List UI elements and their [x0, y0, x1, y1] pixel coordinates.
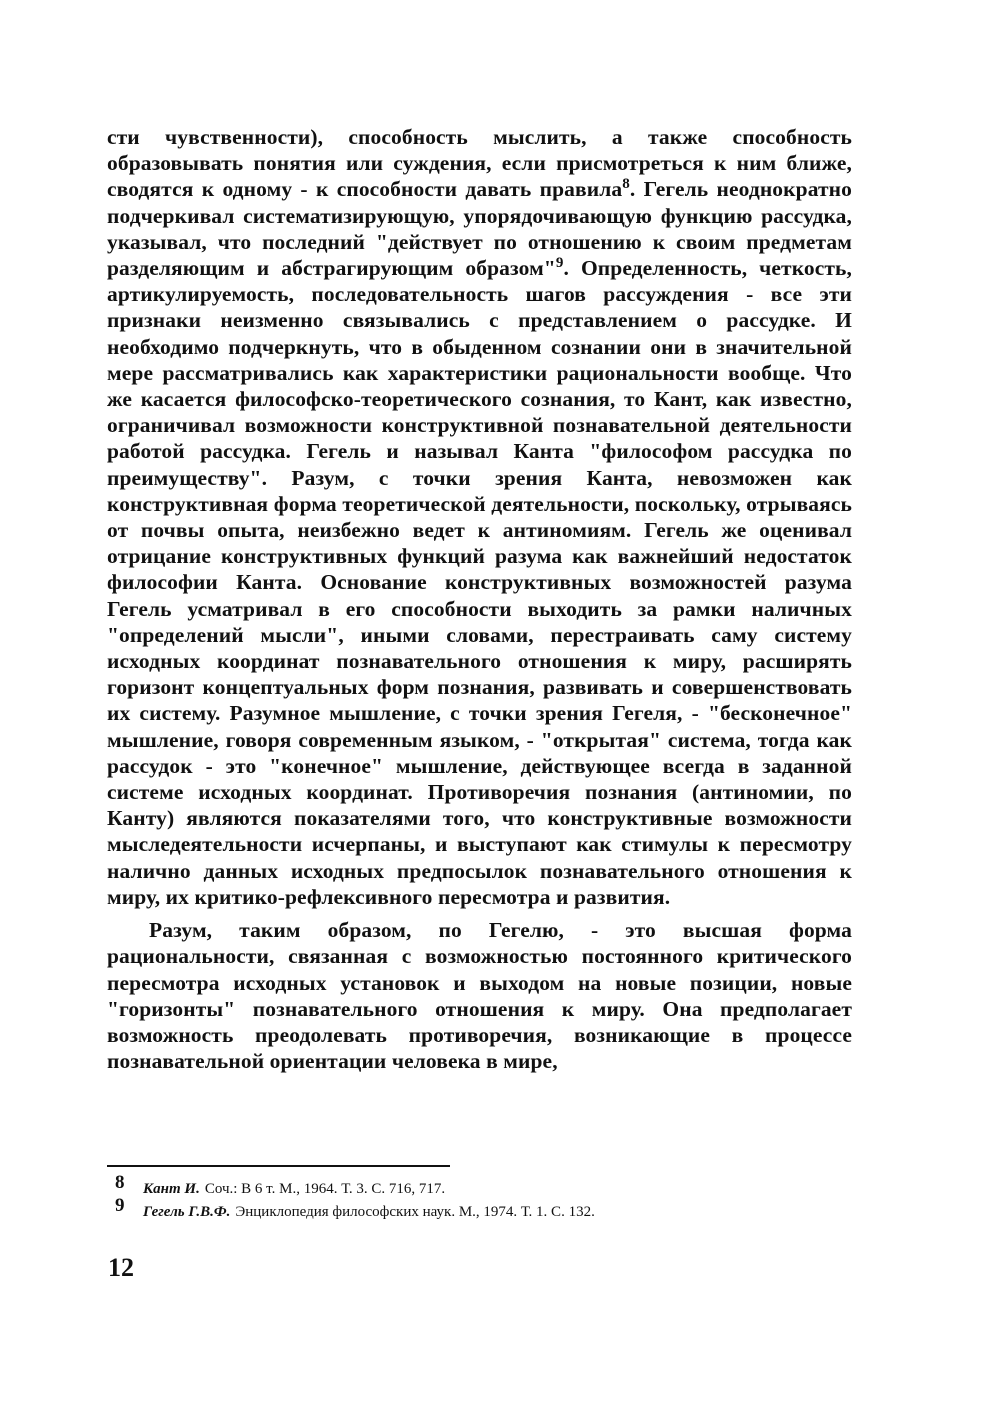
main-text: [107, 124, 852, 1074]
page-number: 12: [108, 1253, 134, 1282]
footnote-text: Соч.: В 6 т. М., 1964. Т. 3. С. 716, 717.: [204, 1181, 446, 1197]
footnote-number: 8: [115, 1172, 125, 1193]
footnote-8: [115, 1172, 835, 1200]
footnote-text: Энциклопедия философских наук. М., 1974. Т. 1. С. 132.: [235, 1204, 595, 1220]
footnote-author: Гегель Г.В.Ф.: [143, 1204, 231, 1220]
paragraph-1: [107, 124, 852, 910]
paragraph-1-part-2: . Гегель неоднократно подчеркивал систематизирующую, упорядочивающую функцию рассудка, указывал, что последний "действует по отношению к своим предметам разделяющим и абстрагирующим образом": [107, 177, 852, 281]
footnote-ref-9[interactable]: 9: [555, 254, 564, 271]
paragraph-1-part-1: сти чувственности), способность мыслить, а также способность образовывать понятия или суждения, если присмотреться к ним ближе, сводятся к одному - к способности давать правила: [107, 125, 852, 202]
footnotes: [115, 1172, 835, 1223]
paragraph-1-part-3: . Определенность, четкость, артикулируемость, последовательность шагов рассуждения - все эти признаки неизменно связывались с представлением о рассудке. И необходимо подчеркнуть, что в обыденном сознании они в значительной мере рассматривались как характеристики рациональности вообще. Что же касается философско-теоретического сознания, то Кант, как известно, ограничивал возможности конструктивной познавательной деятельности работой рассудка. Гегель и называл Канта "философом рассудка по преимуществу". Разум, с точки зрения Канта, невозможен как конструктивная форма теоретической деятельности, поскольку, отрываясь от почвы опыта, неизбежно ведет к антиномиям. Гегель же оценивал отрицание конструктивных функций разума как важнейший недостаток философии Канта. Основание конструктивных возможностей разума Гегель усматривал в его способности выходить за рамки наличных "определений мысли", иными словами, перестраивать саму систему исходных координат познавательного отношения к миру, расширять горизонт концептуальных форм познания, развивать и совершенствовать их систему. Разумное мышление, с точки зрения Гегеля, - "бесконечное" мышление, говоря современным языком, - "открытая" система, тогда как рассудок - это "конечное" мышление, действующее всегда в заданной системе исходных координат. Противоречия познания (антиномии, по Канту) являются показателями того, что конструктивные возможности мыследеятельности исчерпаны, и выступают как стимулы к пересмотру налично данных исходных предпосылок познавательного отношения к миру, их критико-рефлексивного пересмотра и развития.: [107, 256, 852, 909]
paragraph-2: Разум, таким образом, по Гегелю, - это высшая форма рациональности, связанная с возможностью постоянного критического пересмотра исходных установок и выходом на новые позиции, новые "горизонты" познавательного отношения к миру. Она предполагает возможность преодолевать противоречия, возникающие в процессе познавательной ориентации человека в мире,: [107, 918, 852, 1074]
footnote-divider: [107, 1165, 450, 1167]
footnote-number: 9: [115, 1195, 125, 1216]
footnote-ref-8[interactable]: 8: [622, 176, 630, 193]
footnote-author: Кант И.: [143, 1181, 200, 1197]
footnote-9: [115, 1195, 835, 1223]
